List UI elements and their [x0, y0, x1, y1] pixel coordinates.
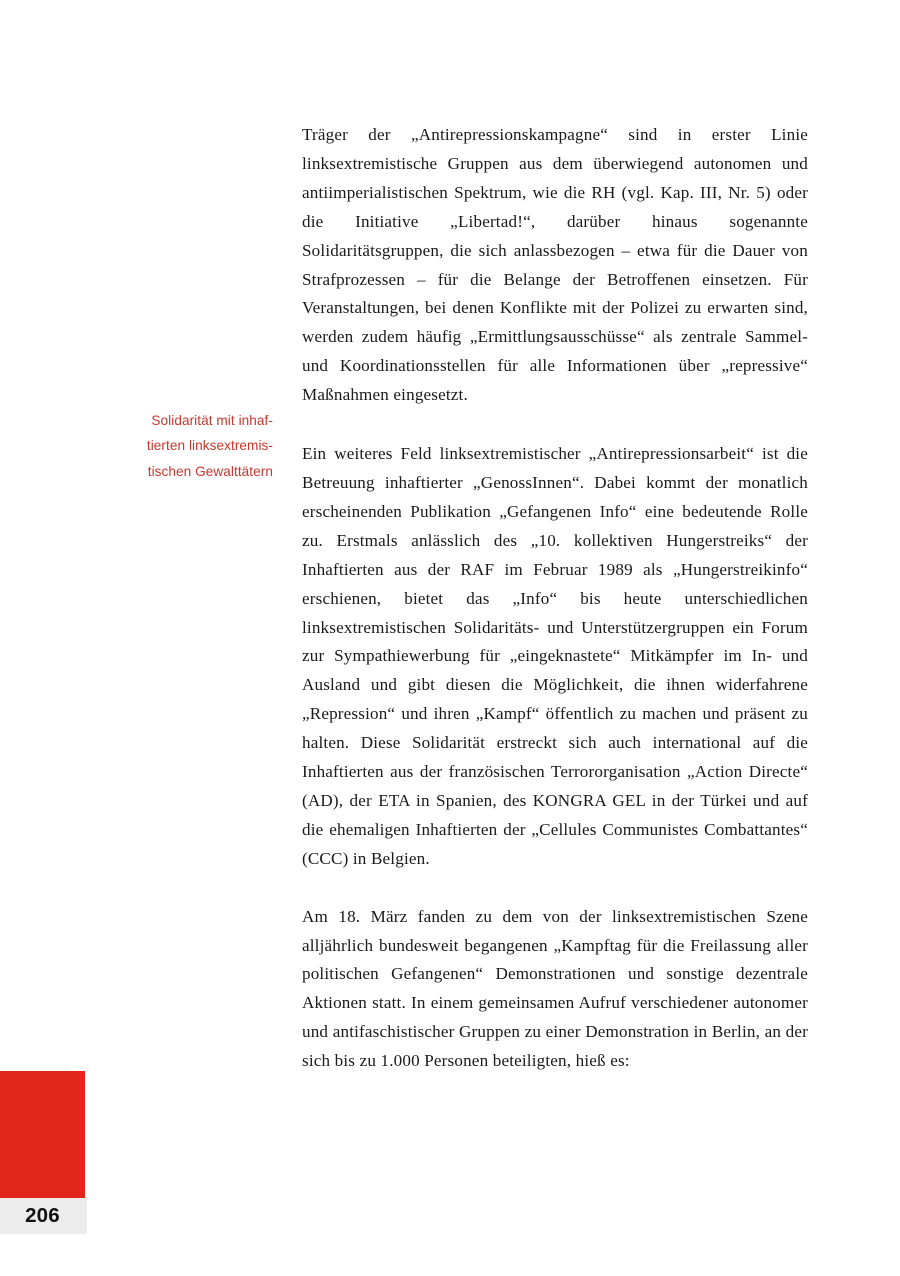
page-number: 206	[25, 1204, 60, 1227]
paragraph-antirepressionskampagne: Träger der „Antirepressionskampagne“ sind in erster Linie linksextremistische Gruppen aus dem überwiegend autonomen und antiimperialistischen Spektrum, wie die RH (vgl. Kap. III, Nr. 5) oder die Initiative „Libertad!“, darüber hinaus sogenannte Solidaritätsgruppen, die sich anlassbezogen – etwa für die Dauer von Strafprozessen – für die Belange der Betroffenen einsetzen. Für Veranstaltungen, bei denen Konflikte mit der Polizei zu erwarten sind, werden zudem häufig „Ermittlungsausschüsse“ als zentrale Sammel- und Koordinationsstellen für alle Informationen über „repressive“ Maßnahmen eingesetzt.	[302, 125, 808, 405]
margin-note-line-3: tischen Gewalttätern	[147, 463, 273, 479]
margin-note-line-2: tierten linksextremis-	[146, 438, 273, 454]
page-number-block	[0, 1198, 87, 1234]
body-text-column	[302, 121, 808, 1076]
margin-note-solidaritaet	[60, 408, 273, 484]
red-accent-block	[0, 1071, 85, 1198]
paragraph-gefangenen-info: Ein weiteres Feld linksextremistischer „Antirepressionsarbeit“ ist die Betreuung inhaftierter „GenossInnen“. Dabei kommt der monatlich erscheinenden Publikation „Gefangenen Info“ eine bedeutende Rolle zu. Erstmals anlässlich des „10. kollektiven Hungerstreiks“ der Inhaftierten aus der RAF im Februar 1989 als „Hungerstreikinfo“ erschienen, bietet das „Info“ bis heute unterschiedlichen linksextremistischen Solidaritäts- und Unterstützergruppen ein Forum zur Sympathiewerbung für „eingeknastete“ Mitkämpfer im In- und Ausland und gibt diesen die Möglichkeit, die ihnen widerfahrene „Repression“ und ihren „Kampf“ öffentlich zu machen und präsent zu halten. Diese Solidarität erstreckt sich auch international auf die Inhaftierten aus der französischen Terrororganisation „Action Directe“ (AD), der ETA in Spanien, des KONGRA GEL in der Türkei und auf die ehemaligen Inhaftierten der „Cellules Communistes Combattantes“ (CCC) in Belgien.	[302, 444, 808, 868]
paragraph-kampftag-maerz: Am 18. März fanden zu dem von der linksextremistischen Szene alljährlich bundesweit begangenen „Kampftag für die Freilassung aller politischen Gefangenen“ Demonstrationen und sonstige dezentrale Aktionen statt. In einem gemeinsamen Aufruf verschiedener autonomer und antifaschistischer Gruppen zu einer Demonstration in Berlin, an der sich bis zu 1.000 Personen beteiligten, hieß es:	[302, 906, 808, 1071]
margin-note-line-1: Solidarität mit inhaf-	[151, 413, 273, 428]
